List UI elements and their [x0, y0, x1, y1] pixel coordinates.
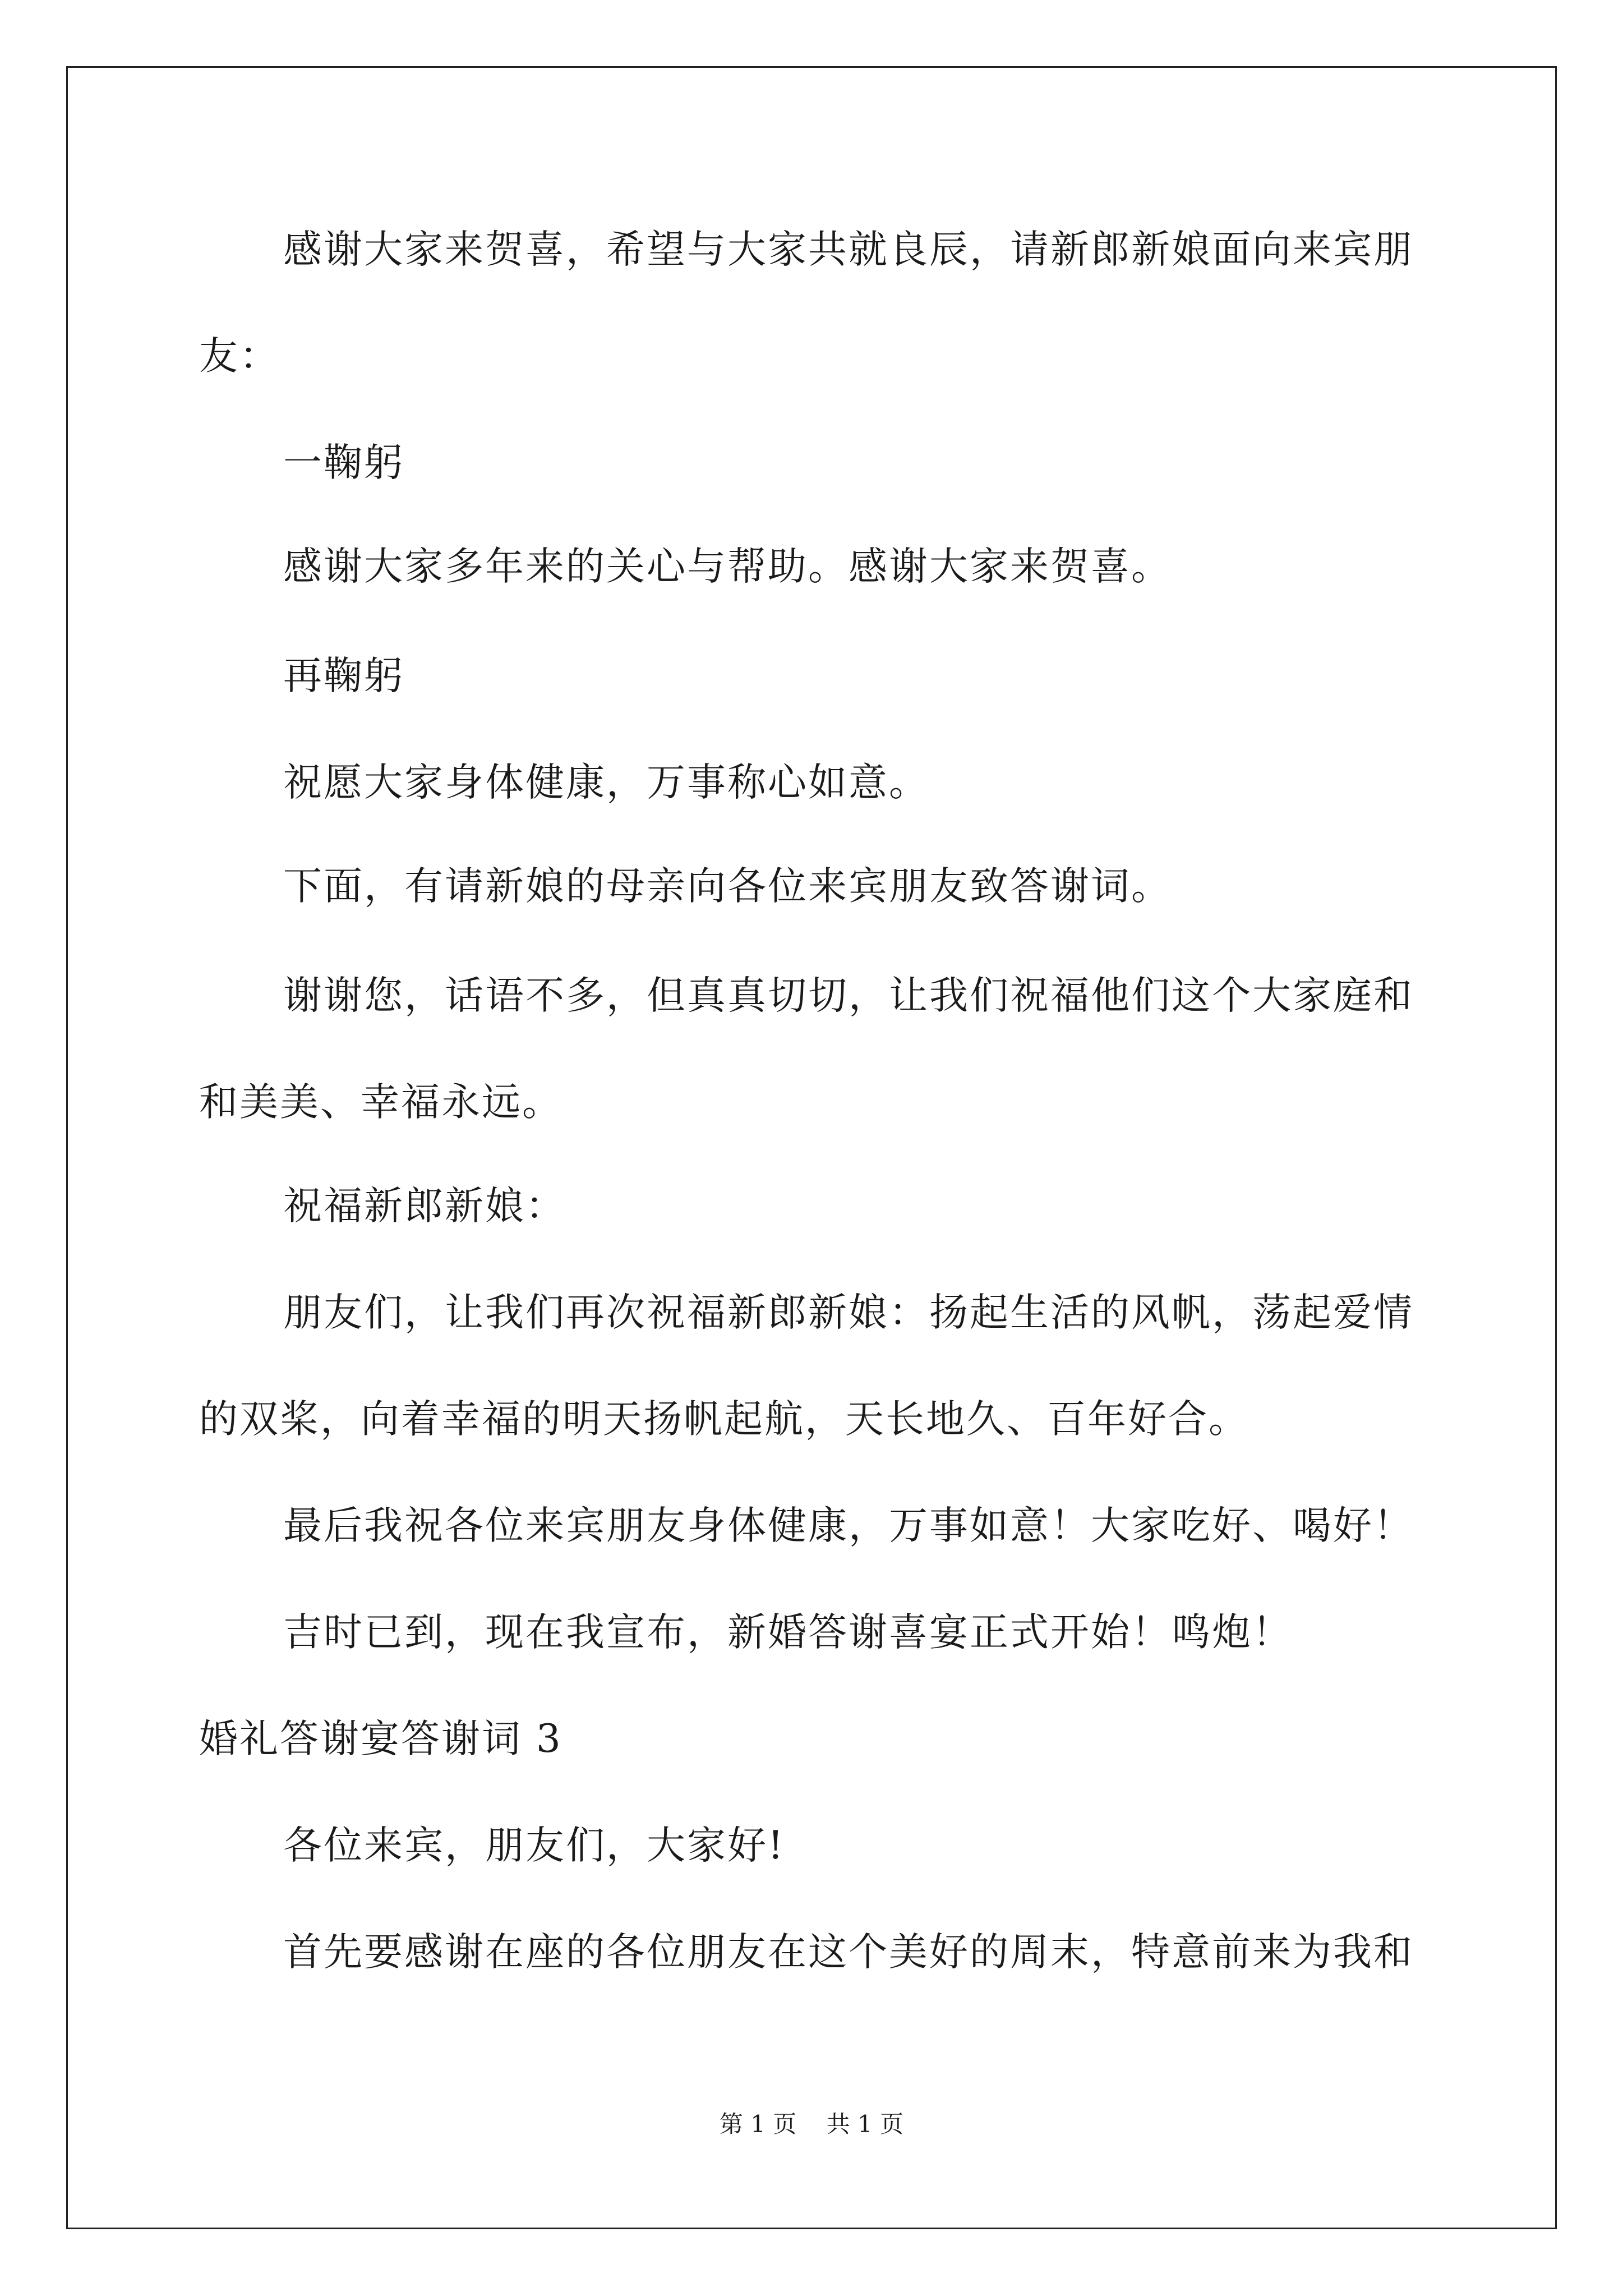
paragraph-line: 最后我祝各位来宾朋友身体健康，万事如意！大家吃好、喝好！ [283, 1503, 1414, 1548]
paragraph-line: 下面，有请新娘的母亲向各位来宾朋友致答谢词。 [283, 864, 1172, 909]
paragraph-line: 的双桨，向着幸福的明天扬帆起航，天长地久、百年好合。 [199, 1397, 1249, 1442]
section-heading: 婚礼答谢宴答谢词 3 [199, 1717, 562, 1761]
paragraph-line: 再鞠躬 [283, 654, 404, 698]
paragraph-line: 感谢大家多年来的关心与帮助。感谢大家来贺喜。 [283, 544, 1172, 589]
paragraph-line: 友： [199, 334, 280, 379]
paragraph-line: 祝福新郎新娘： [283, 1184, 566, 1228]
paragraph-line: 各位来宾，朋友们，大家好! [283, 1823, 785, 1868]
paragraph-line: 祝愿大家身体健康，万事称心如意。 [283, 760, 929, 805]
paragraph-line: 朋友们，让我们再次祝福新郎新娘：扬起生活的风帆，荡起爱情 [283, 1290, 1414, 1335]
page-footer: 第 1 页 共 1 页 [719, 2110, 904, 2138]
paragraph-line: 吉时已到，现在我宣布，新婚答谢喜宴正式开始！鸣炮！ [283, 1610, 1293, 1655]
paragraph-line: 一鞠躬 [283, 440, 404, 485]
paragraph-line: 首先要感谢在座的各位朋友在这个美好的周末，特意前来为我和 [283, 1930, 1414, 1975]
paragraph-line: 谢谢您，话语不多，但真真切切，让我们祝福他们这个大家庭和 [283, 973, 1414, 1018]
paragraph-line: 和美美、幸福永远。 [199, 1080, 562, 1125]
page-border [66, 66, 1557, 2229]
paragraph-line: 感谢大家来贺喜，希望与大家共就良辰，请新郎新娘面向来宾朋 [283, 227, 1414, 272]
